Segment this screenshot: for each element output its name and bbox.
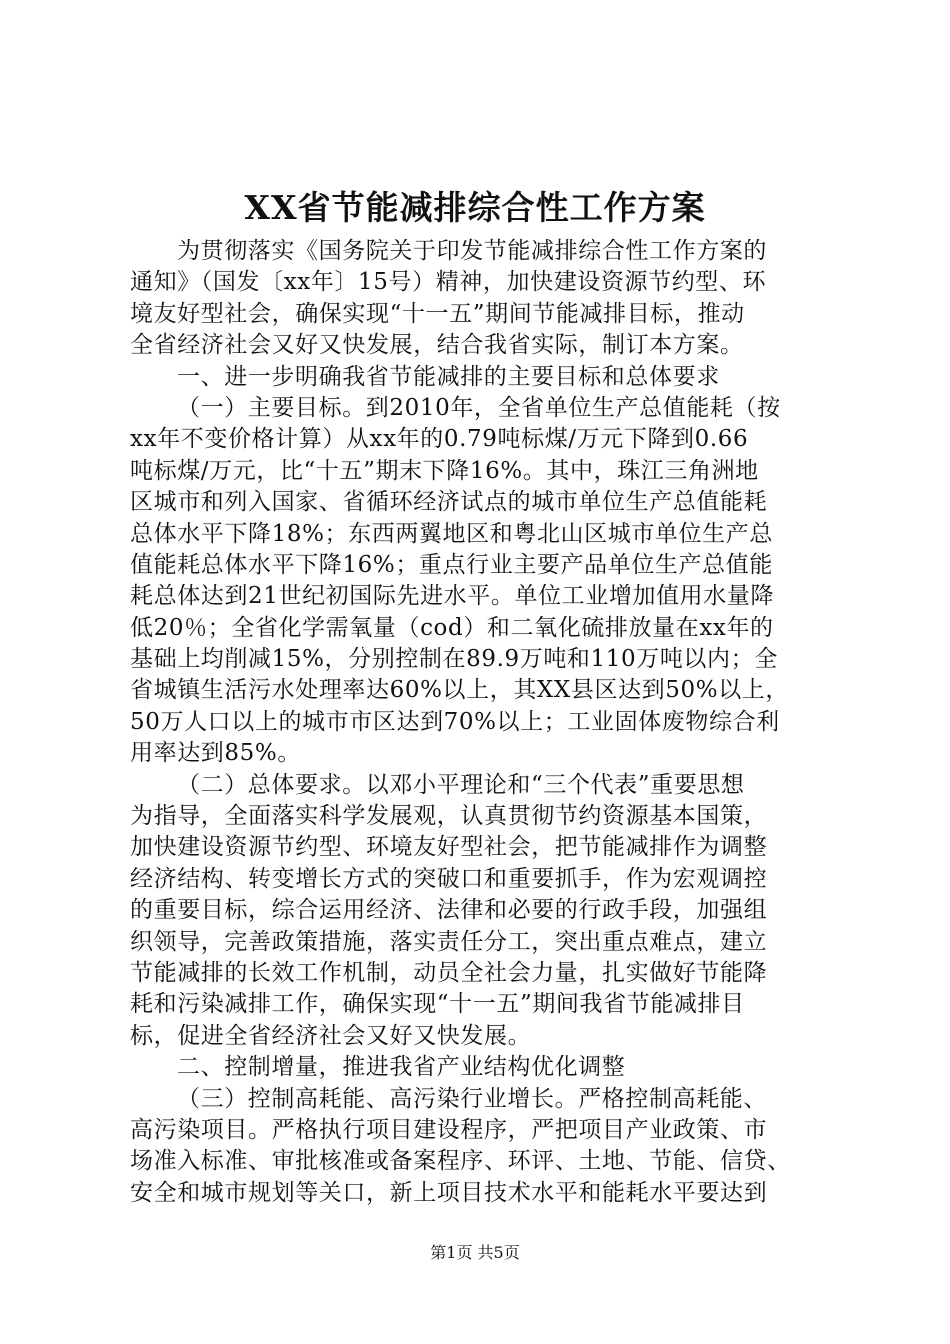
text-line: 场准入标准、审批核准或备案程序、环评、土地、节能、信贷、: [130, 1148, 791, 1175]
text-line: 境友好型社会，确保实现“十一五”期间节能减排目标，推动: [130, 300, 745, 327]
text-line: 总体水平下降18%；东西两翼地区和粤北山区城市单位生产总: [130, 520, 773, 547]
page-footer: 第1页 共5页: [430, 1243, 520, 1262]
text-line: 用率达到85%。: [130, 740, 301, 767]
text-line: 标，促进全省经济社会又好又快发展。: [130, 1022, 532, 1049]
text-line: （一）主要目标。到2010年，全省单位生产总值能耗（按: [177, 394, 781, 421]
text-line: 全省经济社会又好又快发展，结合我省实际，制订本方案。: [130, 332, 744, 359]
text-line: 的重要目标，综合运用经济、法律和必要的行政手段，加强组: [130, 897, 768, 924]
text-line: 低20％；全省化学需氧量（cod）和二氧化硫排放量在xx年的: [130, 614, 774, 641]
text-line: 值能耗总体水平下降16%；重点行业主要产品单位生产总值能: [130, 551, 773, 578]
text-line: 织领导，完善政策措施，落实责任分工，突出重点难点，建立: [130, 928, 768, 955]
text-line: 吨标煤/万元，比“十五”期末下降16%。其中，珠江三角洲地: [130, 457, 759, 484]
document-body: [130, 236, 830, 1209]
text-line: 一、进一步明确我省节能减排的主要目标和总体要求: [177, 363, 720, 390]
text-line: 高污染项目。严格执行项目建设程序，严把项目产业政策、市: [130, 1116, 768, 1143]
text-line: 加快建设资源节约型、环境友好型社会，把节能减排作为调整: [130, 834, 768, 861]
text-line: 50万人口以上的城市市区达到70%以上；工业固体废物综合利: [130, 708, 780, 735]
text-line: （三）控制高耗能、高污染行业增长。严格控制高耗能、: [177, 1085, 767, 1112]
text-line: 为贯彻落实《国务院关于印发节能减排综合性工作方案的: [177, 238, 767, 264]
document-title: XX省节能减排综合性工作方案: [244, 188, 706, 227]
text-line: 为指导，全面落实科学发展观，认真贯彻节约资源基本国策，: [130, 803, 768, 830]
text-line: 安全和城市规划等关口，新上项目技术水平和能耗水平要达到: [130, 1179, 768, 1206]
text-line: 基础上均削减15%，分别控制在89.9万吨和110万吨以内；全: [130, 646, 778, 673]
text-line: 经济结构、转变增长方式的突破口和重要抓手，作为宏观调控: [130, 865, 768, 892]
text-line: 二、控制增量，推进我省产业结构优化调整: [177, 1054, 626, 1081]
text-line: （二）总体要求。以邓小平理论和“三个代表”重要思想: [177, 771, 745, 798]
text-line: 耗总体达到21世纪初国际先进水平。单位工业增加值用水量降: [130, 583, 775, 610]
text-line: 通知》（国发〔xx年〕15号）精神，加快建设资源节约型、环: [130, 269, 767, 296]
text-line: 省城镇生活污水处理率达60%以上，其XX县区达到50%以上，: [130, 677, 789, 704]
text-line: 节能减排的长效工作机制，动员全社会力量，扎实做好节能降: [130, 959, 768, 986]
text-line: 耗和污染减排工作，确保实现“十一五”期间我省节能减排目: [130, 991, 745, 1018]
text-line: xx年不变价格计算）从xx年的0.79吨标煤/万元下降到0.66: [130, 426, 749, 453]
text-line: 区城市和列入国家、省循环经济试点的城市单位生产总值能耗: [130, 489, 768, 516]
